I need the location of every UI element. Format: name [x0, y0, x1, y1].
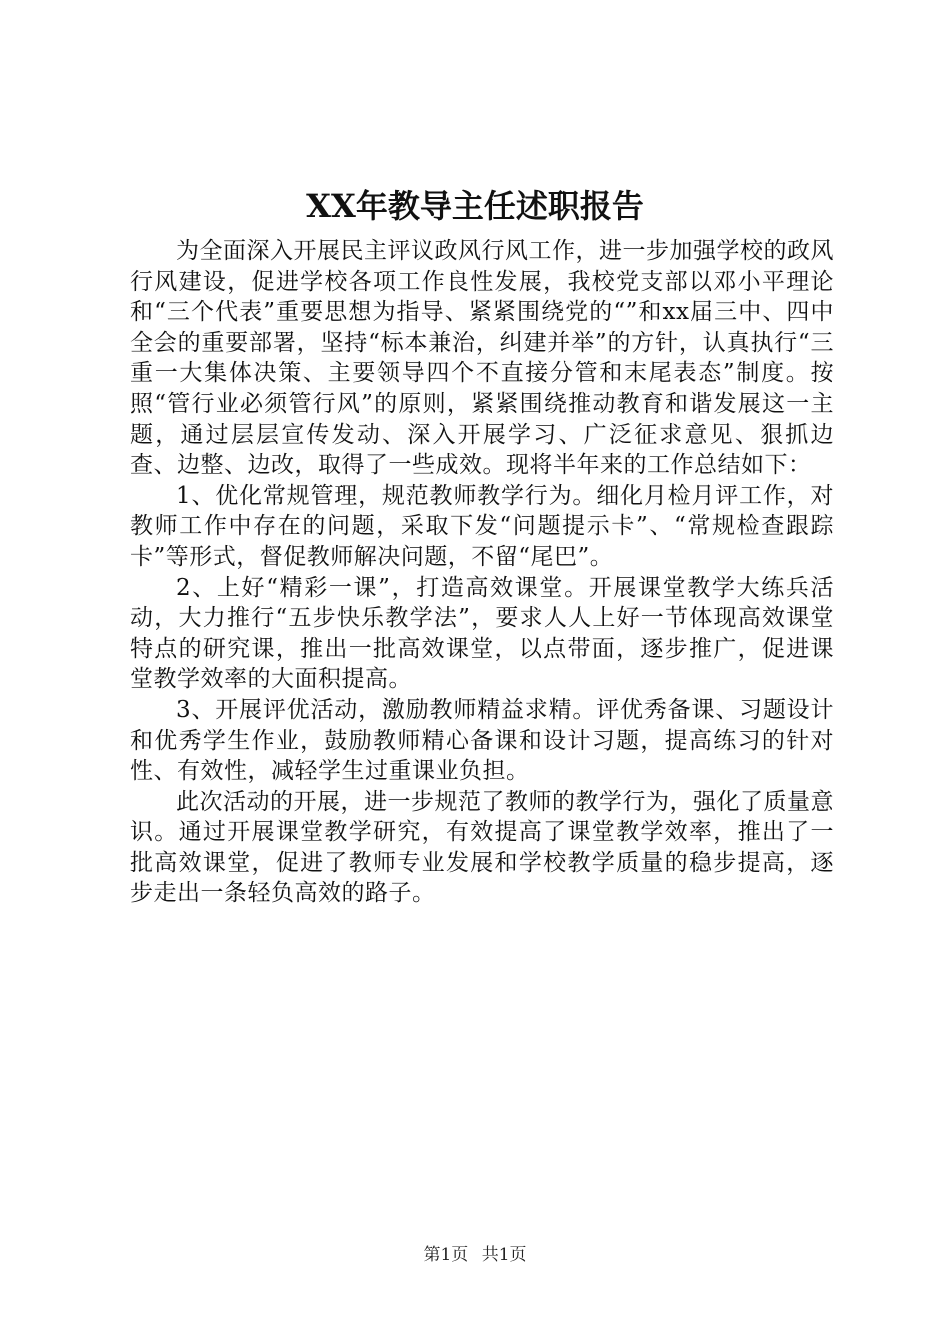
paragraph-item-1: 1、优化常规管理，规范教师教学行为。细化月检月评工作，对教师工作中存在的问题，采取下发“问题提示卡”、“常规检查跟踪卡”等形式，督促教师解决问题，不留“尾巴”。	[130, 482, 834, 570]
paragraph-item-2: 2、上好“精彩一课”，打造高效课堂。开展课堂教学大练兵活动，大力推行“五步快乐教学法”，要求人人上好一节体现高效课堂特点的研究课，推出一批高效课堂，以点带面，逐步推广，促进课堂教学效率的大面积提高。	[130, 574, 834, 693]
paragraph-conclusion: 此次活动的开展，进一步规范了教师的教学行为，强化了质量意识。通过开展课堂教学研究，有效提高了课堂教学效率，推出了一批高效课堂，促进了教师专业发展和学校教学质量的稳步提高，逐步走出一条轻负高效的路子。	[130, 788, 834, 907]
page-footer	[0, 1244, 950, 1266]
page-number-current: 第1页	[423, 1245, 469, 1265]
paragraph-item-3: 3、开展评优活动，激励教师精益求精。评优秀备课、习题设计和优秀学生作业，鼓励教师精心备课和设计习题，提高练习的针对性、有效性，减轻学生过重课业负担。	[130, 696, 834, 785]
page-number-total: 共1页	[481, 1245, 527, 1265]
document-body	[130, 236, 834, 909]
paragraph-intro: 为全面深入开展民主评议政风行风工作，进一步加强学校的政风行风建设，促进学校各项工作良性发展，我校党支部以邓小平理论和“三个代表”重要思想为指导、紧紧围绕党的“”和xx届三中、四中全会的重要部署，坚持“标本兼治，纠建并举”的方针，认真执行“三重一大集体决策、主要领导四个不直接分管和末尾表态”制度。按照“管行业必须管行风”的原则，紧紧围绕推动教育和谐发展这一主题，通过层层宣传发动、深入开展学习、广泛征求意见、狠抓边查、边整、边改，取得了一些成效。现将半年来的工作总结如下：	[130, 238, 834, 479]
document-title: XX年教导主任述职报告	[306, 187, 644, 225]
